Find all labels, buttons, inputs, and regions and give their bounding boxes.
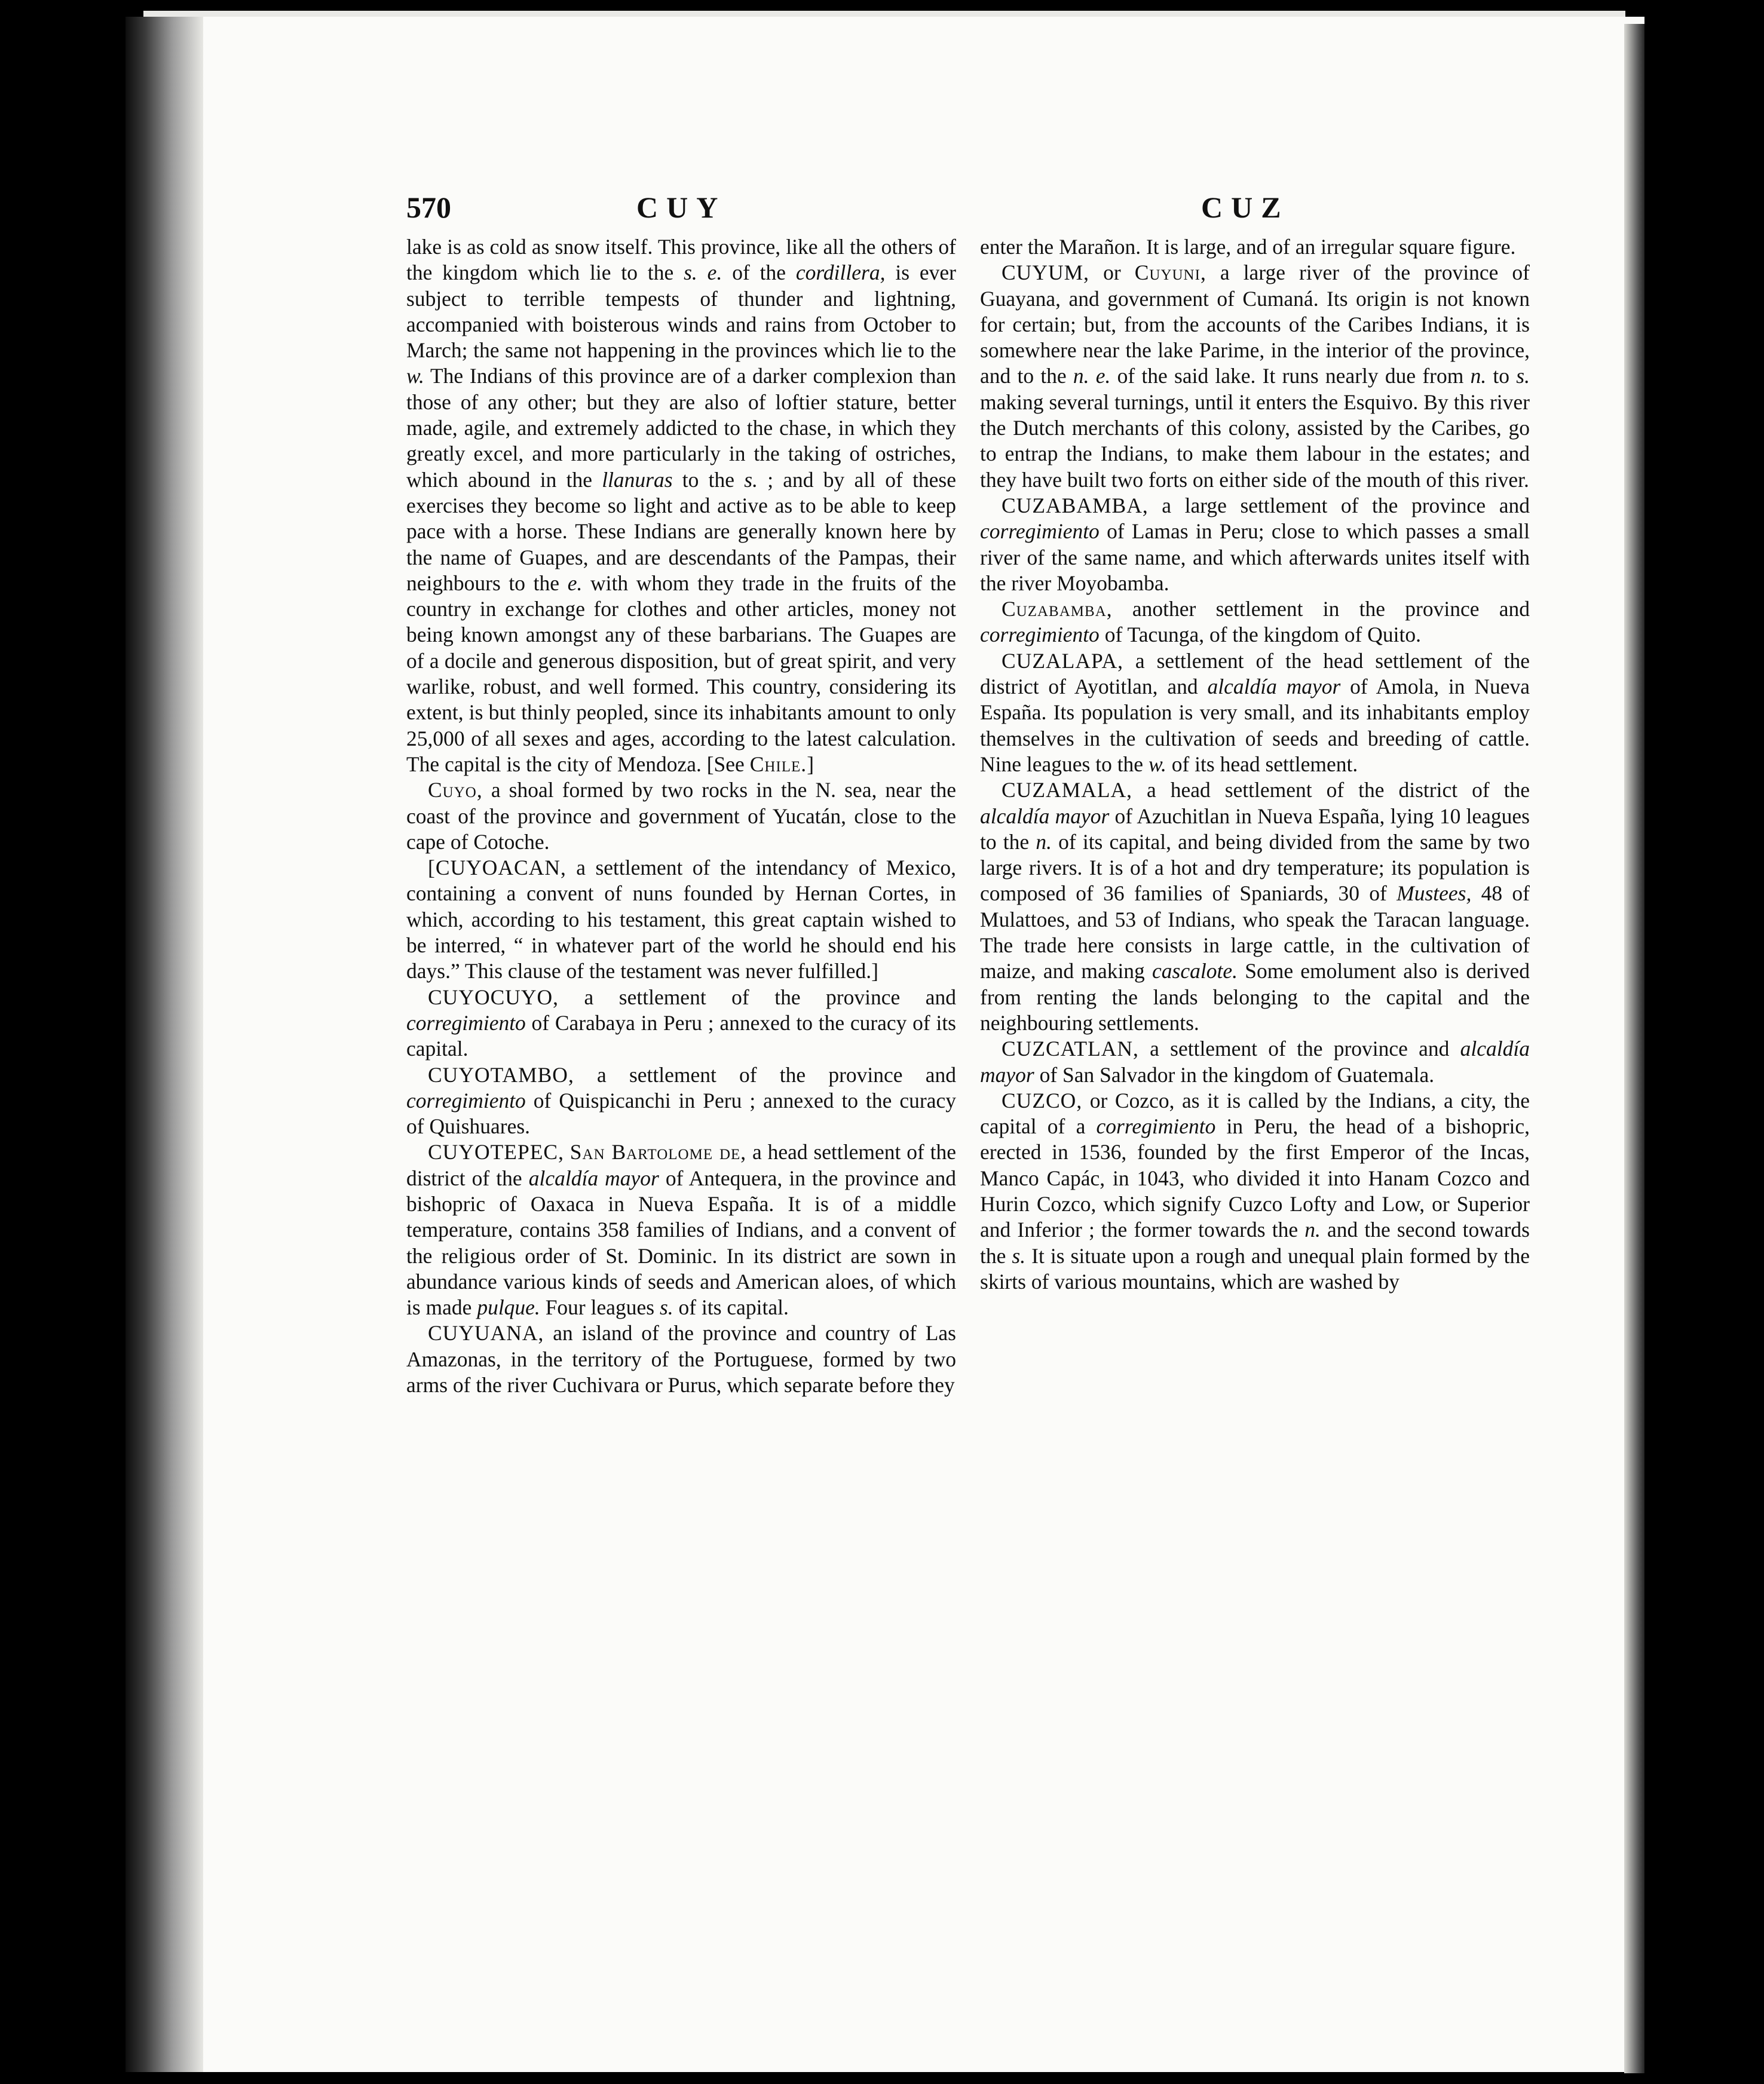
italic-text: e. — [567, 571, 583, 595]
entry-text: ; and by all of these exercises they become so light and active as to be able to keep pace with a horse. These Indians are generally known here by the name of Guapes, and are descendants of the Pampas, their neighbours to the — [406, 467, 957, 595]
italic-text: corregimiento — [406, 1088, 526, 1113]
entry-text: a large settlement of the province and — [1148, 493, 1530, 517]
entry-text: of Lamas in Peru; close to which passes a small river of the same name, and which afterwards unites itself with the river Moyobamba. — [980, 519, 1530, 595]
entry-text: making several turnings, until it enters the Esquivo. By this river the Dutch merchants of this colony, assisted by the Caribes, go to entrap the Indians, to make them labour in the estates; and they have built two forts on either side of the mouth of this river. — [980, 390, 1530, 492]
small-caps-text: Cuzabamba, — [1002, 597, 1113, 621]
entry-text: in Peru, the head of a bishopric, erected in 1536, founded by the first Emperor of the Incas, Manco Capác, in 1043, who divided it into Hanam Cozco and Hurin Cozco, which signify Cuzco Lofty and Low, or Superior and Inferior ; the former towards the — [980, 1114, 1530, 1242]
small-caps-text: Cuyo, — [428, 778, 483, 802]
entry-text: with whom they trade in the fruits of the country in exchange for clothes and other articles, money not being known amongst any of these barbarians. The Guapes are of a docile and generous disposition, but of great spirit, and very warlike, robust, and well formed. This country, considering its extent, is but thinly peopled, since its inhabitants amount to only 25,000 of all sexes and ages, according to the latest calculation. The capital is the city of Mendoza. [See — [406, 571, 956, 776]
entry-text — [564, 1140, 570, 1164]
italic-text: alcaldía mayor — [980, 804, 1110, 828]
italic-text: corregimiento — [980, 519, 1100, 544]
entry-headword: CUZCO, — [1002, 1088, 1083, 1113]
entry-headword: CUYOCUYO, — [428, 985, 559, 1009]
entry-text: or — [1089, 260, 1135, 285]
small-caps-text: Cuyuni, — [1134, 260, 1206, 285]
entry-text: a settlement of the province and — [574, 1062, 956, 1087]
italic-text: corregimiento — [1096, 1114, 1216, 1139]
italic-text: s. — [1012, 1243, 1026, 1268]
right-text-column — [980, 234, 1530, 1295]
entry-text: to the — [672, 467, 745, 492]
entry-text: a large river of the province of Guayana, and government of Cumaná. Its origin is not known for certain; but, from the accounts of the Caribes Indians, it is somewhere near the lake Parime, in the interior of the province, and to the — [980, 260, 1530, 388]
entry-text: It is situate upon a rough and unequal plain formed by the skirts of various mountains, which are washed by — [980, 1243, 1530, 1294]
italic-text: n. — [1036, 829, 1052, 854]
entry-text: of Tacunga, of the kingdom of Quito. — [1099, 623, 1421, 647]
entry-headword: CUYUM, — [1002, 260, 1090, 285]
entry-headword: CUYOTAMBO, — [428, 1062, 574, 1087]
italic-text: pulque. — [477, 1295, 540, 1320]
entry-text: enter the Marañon. It is large, and of an irregular square figure. — [980, 235, 1516, 259]
dictionary-entry — [980, 260, 1530, 493]
entry-text: ] — [807, 752, 814, 776]
italic-text: w. — [406, 364, 424, 388]
entry-text: a shoal formed by two rocks in the N. sea, near the coast of the province and government of Yucatán, close to the cape of Cotoche. — [406, 778, 956, 854]
italic-text: w. — [1148, 752, 1166, 776]
entry-text: of its head settlement. — [1166, 752, 1358, 776]
italic-text: Mustees, — [1396, 881, 1472, 906]
italic-text: s. — [659, 1295, 673, 1320]
continued-paragraph — [406, 234, 956, 777]
entry-text: of Azuchitlan in Nueva España, lying 10 leagues to the — [980, 804, 1530, 854]
italic-text: n. — [1470, 364, 1487, 388]
dictionary-entry — [980, 493, 1530, 596]
page-number: 570 — [406, 191, 451, 224]
entry-text: or Cozco, as it is called by the Indians, a city, the capital of a — [980, 1088, 1530, 1139]
entry-text: lake is as cold as snow itself. This province, like all the others of the kingdom which lie to the — [406, 235, 956, 285]
page-right-edge-shadow — [1624, 24, 1647, 2073]
entry-headword: CUZCATLAN, — [1002, 1037, 1139, 1061]
left-text-column — [406, 234, 956, 1398]
dictionary-entry — [980, 777, 1530, 1036]
binding-gutter-shadow — [125, 17, 203, 2072]
entry-text: Four leagues — [540, 1295, 660, 1320]
entry-headword: CUZABAMBA, — [1002, 493, 1149, 517]
italic-text: s. — [744, 467, 758, 492]
italic-text: alcaldía mayor — [980, 1037, 1530, 1087]
entry-text: 48 of Mulattoes, and 53 of Indians, who speak the Taracan language. The trade here consists in large cattle, in the cultivation of maize, and making — [980, 881, 1530, 983]
dictionary-entry — [980, 648, 1530, 777]
entry-text: an island of the province and country of Las Amazonas, in the territory of the Portuguese, formed by two arms of the river Cuchivara or Purus, which separate before they — [406, 1321, 956, 1397]
entry-text: is ever subject to terrible tempests of thunder and lightning, accompanied with boisterous winds and rains from October to March; the same not happening in the provinces which lie to the — [406, 260, 956, 363]
entry-text: of Carabaya in Peru ; annexed to the curacy of its capital. — [406, 1010, 956, 1061]
entry-text: a settlement of the province and — [1138, 1037, 1460, 1061]
entry-text: a settlement of the intendancy of Mexico, containing a convent of nuns founded by Hernan Cortes, in which, according to his testament, this great captain wished to be interred, “ in whatever part of the world he should end his days.” This clause of the testament was never fulfilled.] — [406, 856, 956, 983]
entry-text: of its capital, and being divided from the same by two large rivers. It is of a hot and dry temperature; its population is composed of 36 families of Spaniards, 30 of — [980, 829, 1530, 906]
small-caps-text: Chile. — [749, 752, 807, 776]
entry-text: another settlement in the province and — [1112, 597, 1530, 621]
italic-text: alcaldía mayor — [528, 1166, 659, 1190]
entry-text: The Indians of this province are of a darker complexion than those of any other; but they are also of loftier stature, better made, agile, and extremely addicted to the chase, in which they greatly excel, and more particularly in the taking of ostriches, which abound in the — [406, 364, 956, 492]
running-head-right: CUZ — [1201, 191, 1290, 224]
entry-text: a head settlement of the district of the — [1132, 778, 1530, 802]
entry-text: of the — [722, 260, 796, 285]
italic-text: s. e. — [684, 260, 722, 285]
scan-border-right — [1644, 0, 1764, 2084]
running-head-left: CUY — [636, 191, 727, 224]
dictionary-entry — [406, 1062, 956, 1140]
entry-text: to — [1486, 364, 1517, 388]
italic-text: n. — [1304, 1218, 1321, 1242]
italic-text: corregimiento — [406, 1010, 526, 1035]
italic-text: cordillera, — [795, 260, 886, 285]
entry-text: of Amola, in Nueva España. Its population is very small, and its inhabitants employ themselves in the cultivation of seeds and breeding of cattle. Nine leagues to the — [980, 675, 1530, 776]
page-header — [406, 190, 1554, 226]
italic-text: corregimiento — [980, 623, 1100, 647]
entry-text: of San Salvador in the kingdom of Guatemala. — [1034, 1062, 1435, 1087]
entry-headword: CUYUANA, — [428, 1321, 544, 1346]
entry-text: Some emolument also is derived from renting the lands belonging to the capital and the neighbouring settlements. — [980, 959, 1530, 1035]
italic-text: alcaldía mayor — [1207, 675, 1341, 699]
entry-text: a head settlement of the district of the — [406, 1140, 956, 1190]
entry-text: of its capital. — [673, 1295, 789, 1320]
dictionary-entry — [980, 1088, 1530, 1295]
entry-text: a settlement of the province and — [559, 985, 956, 1009]
italic-text: s. — [1516, 364, 1530, 388]
italic-text: cascalote. — [1152, 959, 1238, 983]
entry-headword: CUYOTEPEC, — [428, 1140, 564, 1164]
entry-text: and the second towards the — [980, 1218, 1530, 1268]
dictionary-entry — [406, 855, 956, 984]
dictionary-entry — [980, 596, 1530, 648]
entry-text: of the said lake. It runs nearly due from — [1110, 364, 1471, 388]
italic-text: n. e. — [1073, 364, 1111, 388]
dictionary-entry — [406, 1139, 956, 1320]
entry-headword: CUZAMALA, — [1002, 778, 1133, 802]
dictionary-entry — [980, 1036, 1530, 1088]
dictionary-entry — [406, 985, 956, 1062]
entry-headword: CUZALAPA, — [1002, 648, 1123, 673]
entry-text: a settlement of the head settlement of the district of Ayotitlan, and — [980, 648, 1530, 699]
continued-paragraph — [980, 234, 1530, 260]
page-top-edge — [143, 11, 1625, 17]
dictionary-entry — [406, 1320, 956, 1398]
entry-text: of Quispicanchi in Peru ; annexed to the curacy of Quishuares. — [406, 1088, 956, 1139]
italic-text: llanuras — [602, 467, 673, 492]
entry-text: of Antequera, in the province and bishopric of Oaxaca in Nueva España. It is of a middle temperature, contains 358 families of Indians, and a convent of the religious order of St. Dominic. In its district are sown in abundance various kinds of seeds and American aloes, of which is made — [406, 1166, 956, 1320]
small-caps-text: San Bartolome de, — [569, 1140, 747, 1164]
entry-headword: [CUYOACAN, — [428, 856, 566, 880]
dictionary-entry — [406, 777, 956, 855]
